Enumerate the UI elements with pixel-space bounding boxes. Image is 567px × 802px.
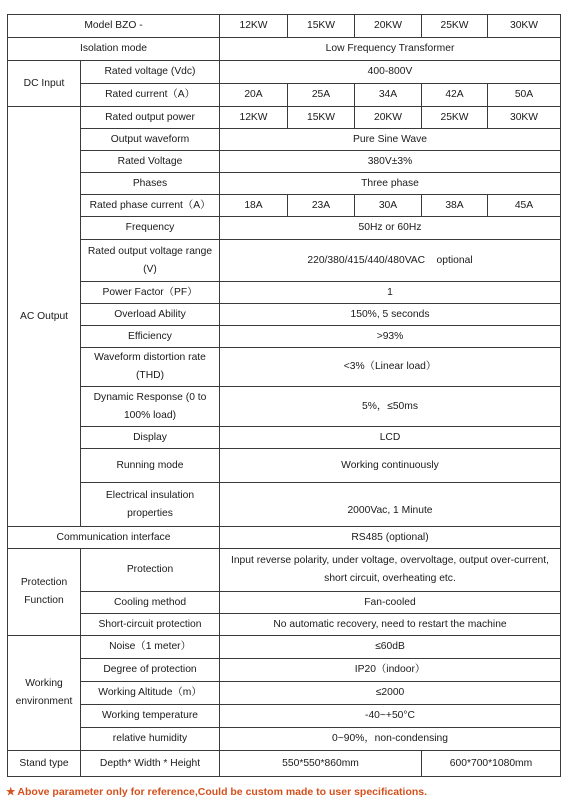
table-row [8, 348, 561, 387]
model-30kw: 30KW [488, 15, 561, 38]
frequency-value: 50Hz or 60Hz [220, 217, 561, 240]
isolation-value: Low Frequency Transformer [220, 38, 561, 61]
table-row [8, 659, 561, 682]
table-row [8, 449, 561, 483]
table-row [8, 151, 561, 173]
header-row [8, 15, 561, 38]
humidity-value: 0~90%，non-condensing [220, 728, 561, 751]
phases-label: Phases [81, 173, 220, 195]
thd-label: Waveform distortion rate (THD) [81, 348, 220, 387]
protection-value: Input reverse polarity, under voltage, overvoltage, output over-current, short circuit, overheating etc. [220, 549, 561, 592]
frequency-label: Frequency [81, 217, 220, 240]
environment-group: Working environment [8, 636, 81, 751]
dc-current-value: 20A [220, 84, 288, 107]
model-20kw: 20KW [355, 15, 422, 38]
table-row [8, 682, 561, 705]
stand-value-large: 600*700*1080mm [422, 751, 561, 777]
protection-group: Protection Function [8, 549, 81, 636]
altitude-label: Working Altitude（m） [81, 682, 220, 705]
model-label: Model BZO - [8, 15, 220, 38]
phases-value: Three phase [220, 173, 561, 195]
phase-current-value: 23A [288, 195, 355, 217]
footnote [6, 786, 427, 798]
temperature-value: -40~+50°C [220, 705, 561, 728]
temperature-label: Working temperature [81, 705, 220, 728]
stand-label: Depth* Width * Height [81, 751, 220, 777]
efficiency-label: Efficiency [81, 326, 220, 348]
power-factor-label: Power Factor（PF） [81, 282, 220, 304]
dc-current-value: 34A [355, 84, 422, 107]
protection-label: Protection [81, 549, 220, 592]
overload-label: Overload Ability [81, 304, 220, 326]
star-icon: ★ [6, 786, 16, 798]
footnote-text: Above parameter only for reference,Could be custom made to user specifications. [17, 786, 428, 798]
stand-value-small: 550*550*860mm [220, 751, 422, 777]
insulation-value: 2000Vac, 1 Minute [220, 483, 561, 527]
rated-power-value: 12KW [220, 107, 288, 129]
table-row [8, 636, 561, 659]
table-row [8, 282, 561, 304]
rated-power-value: 15KW [288, 107, 355, 129]
table-row [8, 195, 561, 217]
running-value: Working continuously [220, 449, 561, 483]
rated-power-value: 30KW [488, 107, 561, 129]
humidity-label: relative humidity [81, 728, 220, 751]
table-row [8, 240, 561, 282]
short-circuit-label: Short-circuit protection [81, 614, 220, 636]
table-row [8, 751, 561, 777]
ac-output-group: AC Output [8, 107, 81, 527]
phase-current-label: Rated phase current（A） [81, 195, 220, 217]
table-row [8, 592, 561, 614]
altitude-value: ≤2000 [220, 682, 561, 705]
voltage-range-value: 220/380/415/440/480VAC optional [220, 240, 561, 282]
display-value: LCD [220, 427, 561, 449]
table-row [8, 326, 561, 348]
waveform-label: Output waveform [81, 129, 220, 151]
rated-power-value: 25KW [422, 107, 488, 129]
noise-value: ≤60dB [220, 636, 561, 659]
table-row [8, 304, 561, 326]
ac-voltage-label: Rated Voltage [81, 151, 220, 173]
dc-current-value: 50A [488, 84, 561, 107]
waveform-value: Pure Sine Wave [220, 129, 561, 151]
model-15kw: 15KW [288, 15, 355, 38]
insulation-label: Electrical insulation properties [81, 483, 220, 527]
table-row [8, 129, 561, 151]
dc-voltage-value: 400-800V [220, 61, 561, 84]
ip-label: Degree of protection [81, 659, 220, 682]
table-row [8, 61, 561, 84]
rated-power-value: 20KW [355, 107, 422, 129]
dc-voltage-label: Rated voltage (Vdc) [81, 61, 220, 84]
phase-current-value: 38A [422, 195, 488, 217]
table-row [8, 427, 561, 449]
dc-current-value: 42A [422, 84, 488, 107]
table-row [8, 173, 561, 195]
phase-current-value: 18A [220, 195, 288, 217]
cooling-label: Cooling method [81, 592, 220, 614]
dc-input-group: DC Input [8, 61, 81, 107]
ac-voltage-value: 380V±3% [220, 151, 561, 173]
overload-value: 150%, 5 seconds [220, 304, 561, 326]
model-25kw: 25KW [422, 15, 488, 38]
table-row [8, 387, 561, 427]
communication-label: Communication interface [8, 527, 220, 549]
dc-current-value: 25A [288, 84, 355, 107]
spec-table [7, 14, 561, 777]
table-row [8, 705, 561, 728]
isolation-label: Isolation mode [8, 38, 220, 61]
table-row [8, 728, 561, 751]
rated-power-label: Rated output power [81, 107, 220, 129]
efficiency-value: >93% [220, 326, 561, 348]
noise-label: Noise（1 meter） [81, 636, 220, 659]
phase-current-value: 30A [355, 195, 422, 217]
voltage-range-label: Rated output voltage range (V) [81, 240, 220, 282]
thd-value: <3%（Linear load） [220, 348, 561, 387]
short-circuit-value: No automatic recovery, need to restart the machine [220, 614, 561, 636]
power-factor-value: 1 [220, 282, 561, 304]
ip-value: IP20（indoor） [220, 659, 561, 682]
dc-current-label: Rated current（A） [81, 84, 220, 107]
table-row [8, 549, 561, 592]
running-label: Running mode [81, 449, 220, 483]
model-12kw: 12KW [220, 15, 288, 38]
dynamic-value: 5%，≤50ms [220, 387, 561, 427]
dynamic-label: Dynamic Response (0 to 100% load) [81, 387, 220, 427]
cooling-value: Fan-cooled [220, 592, 561, 614]
table-row [8, 38, 561, 61]
communication-value: RS485 (optional) [220, 527, 561, 549]
table-row [8, 217, 561, 240]
table-row [8, 483, 561, 527]
table-row [8, 107, 561, 129]
phase-current-value: 45A [488, 195, 561, 217]
table-row [8, 527, 561, 549]
table-row [8, 614, 561, 636]
table-row [8, 84, 561, 107]
stand-group: Stand type [8, 751, 81, 777]
display-label: Display [81, 427, 220, 449]
